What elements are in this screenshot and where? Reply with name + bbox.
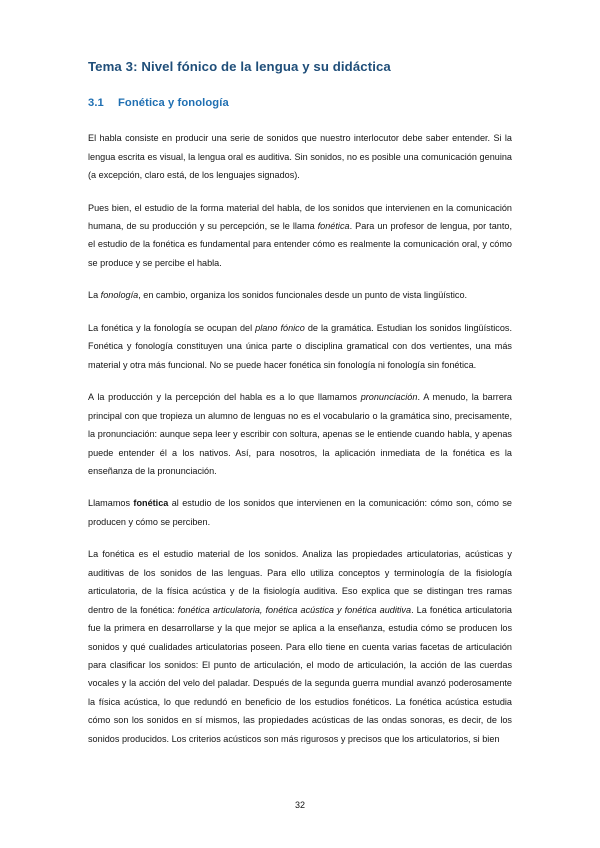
text-run: al estudio de los sonidos que intervienen en la comunicación: cómo son, cómo se producen y cómo se perciben. [88, 498, 512, 527]
paragraph [88, 388, 512, 480]
page-number: 32 [294, 800, 305, 810]
text-run: La fonética es el estudio material de los sonidos. Analiza las propiedades articulatorias, acústicas y auditivas de los sonidos de las lenguas. Para ello utiliza conceptos y terminología de la fisiología articulatoria, de la física acústica y de la fisiología auditiva. Eso explica que se distingan tres ramas dentro de la fonética: [88, 549, 512, 615]
paragraph [88, 199, 512, 273]
body-text [88, 129, 512, 748]
text-run: . La fonética articulatoria fue la primera en desarrollarse y la que mejor se aplica a la enseñanza, estudia cómo se producen los sonidos y qué cualidades articulatorias poseen. Para ello tiene en cuenta varias facetas de articulación para clasificar los sonidos: El punto de articulación, el modo de articulación, la acción de las cuerdas vocales y la acción del velo del paladar. Después de la segunda guerra mundial avanzó poderosamente la física acústica, lo que redundó en beneficio de los estudios fonéticos. La fonética acústica estudia cómo son los sonidos en sí mismos, las propiedades acústicas de las ondas sonoras, es decir, de los sonidos producidos. Los criterios acústicos son más rigurosos y precisos que los articulatorios, si bien [88, 604, 512, 744]
text-run: fonética [317, 220, 350, 231]
section-number: 3.1 [88, 97, 104, 110]
text-run: . A menudo, la barrera principal con que tropieza un alumno de lenguas no es el vocabulario o la gramática sino, precisamente, la pronunciación: aunque sepa leer y escribir con soltura, apenas se le entiende cuando habla, y apenas puede entender él a los nativos. Así, para nosotros, la aplicación inmediata de la fonética es la enseñanza de la pronunciación. [88, 392, 512, 476]
text-run: La [88, 290, 101, 301]
text-run: fonética articulatoria, fonética acústica y fonética auditiva [177, 604, 412, 615]
text-run: fonología [100, 290, 139, 301]
text-run: fonética [133, 498, 169, 509]
paragraph [88, 319, 512, 374]
text-run: , en cambio, organiza los sonidos funcionales desde un punto de vista lingüístico. [138, 290, 468, 301]
paragraph [88, 286, 512, 304]
text-run: La fonética y la fonología se ocupan del [88, 322, 256, 333]
text-run: . Para un profesor de lengua, por tanto, el estudio de la fonética es fundamental para entender cómo es realmente la comunicación oral, y cómo se produce y se percibe el habla. [88, 220, 512, 268]
section-heading [88, 97, 512, 109]
text-run: plano fónico [255, 322, 305, 333]
paragraph [88, 129, 512, 184]
text-run: de la gramática. Estudian los sonidos lingüísticos. Fonética y fonología constituyen una única parte o disciplina gramatical con dos vertientes, una más material y otra más funcional. No se puede hacer fonética sin fonología ni fonología sin fonética. [88, 322, 512, 370]
section-name: Fonética y fonología [118, 97, 229, 110]
text-run: pronunciación [360, 392, 418, 403]
paragraph [88, 545, 512, 748]
text-run: El habla consiste en producir una serie de sonidos que nuestro interlocutor debe saber entender. Si la lengua escrita es visual, la lengua oral es auditiva. Sin sonidos, no es posible una comunicación genuina (a excepción, claro está, de los lenguajes signados). [88, 133, 512, 181]
text-run: Pues bien, el estudio de la forma material del habla, de los sonidos que intervienen en la comunicación humana, de su producción y su percepción, se le llama [88, 202, 512, 231]
text-run: A la producción y la percepción del habla es a lo que llamamos [88, 392, 361, 403]
paragraph [88, 494, 512, 531]
text-run: Llamamos [88, 498, 134, 509]
page-title: Tema 3: Nivel fónico de la lengua y su didáctica [88, 59, 391, 74]
